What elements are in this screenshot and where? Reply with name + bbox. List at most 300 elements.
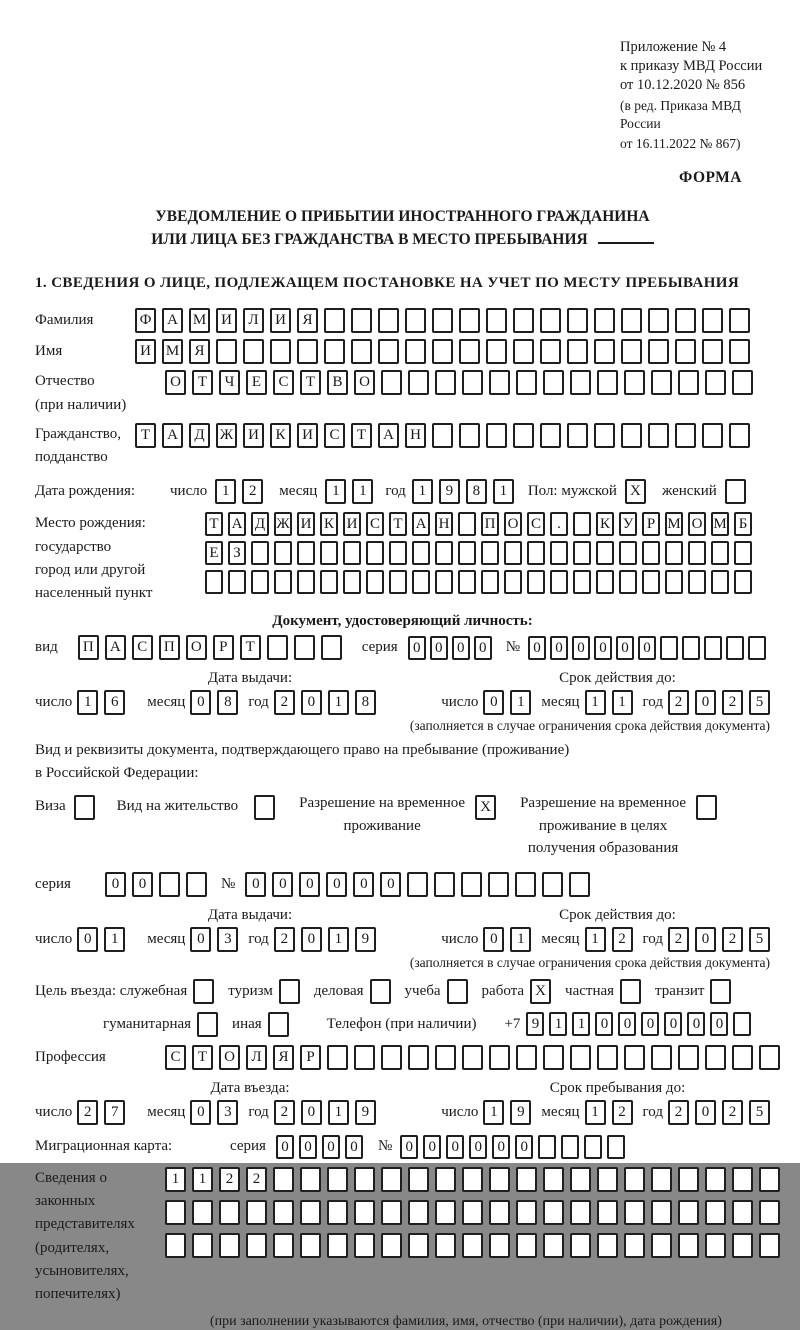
char-cell[interactable] — [624, 370, 645, 395]
char-cell[interactable] — [159, 872, 180, 897]
char-cell[interactable] — [435, 1200, 456, 1225]
char-cell[interactable]: 1 — [510, 927, 531, 952]
char-cell[interactable]: О — [186, 635, 207, 660]
char-cell[interactable]: 0 — [190, 927, 211, 952]
char-cell[interactable]: Т — [300, 370, 321, 395]
char-cell[interactable] — [729, 308, 750, 333]
char-cell[interactable]: 9 — [510, 1100, 531, 1125]
char-cell[interactable]: 1 — [510, 690, 531, 715]
char-cell[interactable] — [711, 570, 729, 594]
char-cell[interactable]: 8 — [355, 690, 376, 715]
char-cell[interactable] — [732, 370, 753, 395]
char-cell[interactable]: 0 — [353, 872, 374, 897]
char-cell[interactable] — [705, 1233, 726, 1258]
char-cell[interactable] — [516, 1045, 537, 1070]
char-cell[interactable] — [228, 570, 246, 594]
char-cell[interactable] — [527, 570, 545, 594]
char-cell[interactable]: 2 — [219, 1167, 240, 1192]
char-cell[interactable] — [459, 308, 480, 333]
char-cell[interactable] — [594, 339, 615, 364]
char-cell[interactable] — [504, 541, 522, 565]
char-cell[interactable] — [624, 1045, 645, 1070]
char-cell[interactable] — [570, 370, 591, 395]
char-cell[interactable] — [434, 872, 455, 897]
char-cell[interactable] — [688, 541, 706, 565]
char-cell[interactable]: 1 — [328, 927, 349, 952]
char-cell[interactable] — [378, 339, 399, 364]
char-cell[interactable] — [408, 1200, 429, 1225]
char-cell[interactable] — [621, 423, 642, 448]
char-cell[interactable] — [320, 541, 338, 565]
char-cell[interactable] — [327, 1233, 348, 1258]
char-cell[interactable]: И — [216, 308, 237, 333]
char-cell[interactable] — [432, 423, 453, 448]
char-cell[interactable] — [458, 541, 476, 565]
char-cell[interactable] — [573, 512, 591, 536]
char-cell[interactable] — [435, 370, 456, 395]
char-cell[interactable] — [702, 339, 723, 364]
char-cell[interactable]: 0 — [400, 1135, 418, 1159]
char-cell[interactable]: П — [159, 635, 180, 660]
char-cell[interactable] — [651, 1233, 672, 1258]
char-cell[interactable] — [596, 570, 614, 594]
char-cell[interactable] — [540, 308, 561, 333]
char-cell[interactable]: И — [270, 308, 291, 333]
char-cell[interactable] — [435, 1045, 456, 1070]
char-cell[interactable]: 0 — [408, 636, 426, 660]
char-cell[interactable] — [642, 541, 660, 565]
char-cell[interactable] — [543, 1045, 564, 1070]
char-cell[interactable]: 0 — [695, 927, 716, 952]
char-cell[interactable]: 1 — [585, 1100, 606, 1125]
char-cell[interactable] — [165, 1233, 186, 1258]
char-cell[interactable] — [688, 570, 706, 594]
char-cell[interactable] — [732, 1167, 753, 1192]
char-cell[interactable] — [678, 1200, 699, 1225]
char-cell[interactable] — [678, 370, 699, 395]
char-cell[interactable]: 0 — [483, 927, 504, 952]
char-cell[interactable] — [459, 423, 480, 448]
char-cell[interactable]: 2 — [274, 690, 295, 715]
char-cell[interactable] — [710, 979, 731, 1004]
char-cell[interactable] — [462, 1045, 483, 1070]
char-cell[interactable]: 0 — [245, 872, 266, 897]
char-cell[interactable] — [300, 1200, 321, 1225]
char-cell[interactable]: 0 — [641, 1012, 659, 1036]
char-cell[interactable]: 0 — [276, 1135, 294, 1159]
char-cell[interactable]: 2 — [722, 1100, 743, 1125]
char-cell[interactable]: 1 — [612, 690, 633, 715]
char-cell[interactable]: М — [711, 512, 729, 536]
char-cell[interactable] — [513, 423, 534, 448]
char-cell[interactable] — [733, 1012, 751, 1036]
char-cell[interactable]: А — [162, 423, 183, 448]
char-cell[interactable]: 0 — [345, 1135, 363, 1159]
char-cell[interactable] — [297, 541, 315, 565]
char-cell[interactable] — [486, 308, 507, 333]
char-cell[interactable] — [570, 1167, 591, 1192]
char-cell[interactable] — [270, 339, 291, 364]
char-cell[interactable]: А — [412, 512, 430, 536]
char-cell[interactable] — [320, 570, 338, 594]
char-cell[interactable] — [435, 1167, 456, 1192]
char-cell[interactable]: Ж — [216, 423, 237, 448]
char-cell[interactable]: 0 — [695, 690, 716, 715]
char-cell[interactable]: А — [105, 635, 126, 660]
char-cell[interactable]: 2 — [274, 1100, 295, 1125]
char-cell[interactable] — [573, 570, 591, 594]
char-cell[interactable] — [192, 1233, 213, 1258]
char-cell[interactable]: 0 — [299, 1135, 317, 1159]
char-cell[interactable] — [675, 308, 696, 333]
char-cell[interactable] — [759, 1200, 780, 1225]
char-cell[interactable] — [607, 1135, 625, 1159]
char-cell[interactable] — [408, 370, 429, 395]
char-cell[interactable] — [651, 1200, 672, 1225]
char-cell[interactable]: 2 — [668, 690, 689, 715]
char-cell[interactable]: И — [297, 512, 315, 536]
char-cell[interactable]: Л — [243, 308, 264, 333]
char-cell[interactable]: 0 — [695, 1100, 716, 1125]
char-cell[interactable]: 1 — [585, 927, 606, 952]
char-cell[interactable] — [405, 339, 426, 364]
char-cell[interactable] — [408, 1167, 429, 1192]
char-cell[interactable]: 1 — [585, 690, 606, 715]
char-cell[interactable] — [381, 1045, 402, 1070]
char-cell[interactable]: 0 — [550, 636, 568, 660]
char-cell[interactable] — [481, 541, 499, 565]
char-cell[interactable] — [432, 308, 453, 333]
char-cell[interactable]: К — [596, 512, 614, 536]
char-cell[interactable] — [192, 1200, 213, 1225]
char-cell[interactable]: Я — [297, 308, 318, 333]
char-cell[interactable] — [273, 1233, 294, 1258]
char-cell[interactable]: 0 — [301, 927, 322, 952]
char-cell[interactable]: 2 — [612, 927, 633, 952]
char-cell[interactable]: Т — [351, 423, 372, 448]
char-cell[interactable]: С — [273, 370, 294, 395]
char-cell[interactable]: С — [132, 635, 153, 660]
char-cell[interactable]: 0 — [190, 690, 211, 715]
char-cell[interactable] — [678, 1045, 699, 1070]
char-cell[interactable] — [435, 1233, 456, 1258]
char-cell[interactable]: 3 — [217, 1100, 238, 1125]
char-cell[interactable] — [542, 872, 563, 897]
char-cell[interactable]: Д — [189, 423, 210, 448]
char-cell[interactable] — [165, 1200, 186, 1225]
char-cell[interactable] — [597, 1200, 618, 1225]
char-cell[interactable]: 0 — [430, 636, 448, 660]
char-cell[interactable] — [488, 872, 509, 897]
char-cell[interactable] — [74, 795, 95, 820]
char-cell[interactable] — [324, 308, 345, 333]
char-cell[interactable]: 1 — [192, 1167, 213, 1192]
char-cell[interactable] — [489, 1200, 510, 1225]
char-cell[interactable] — [447, 979, 468, 1004]
char-cell[interactable] — [570, 1045, 591, 1070]
char-cell[interactable]: 1 — [165, 1167, 186, 1192]
char-cell[interactable]: 1 — [493, 479, 514, 504]
char-cell[interactable]: Я — [273, 1045, 294, 1070]
char-cell[interactable]: 0 — [322, 1135, 340, 1159]
char-cell[interactable] — [540, 423, 561, 448]
char-cell[interactable] — [725, 479, 746, 504]
char-cell[interactable] — [243, 339, 264, 364]
char-cell[interactable]: 1 — [325, 479, 346, 504]
char-cell[interactable] — [273, 1200, 294, 1225]
char-cell[interactable] — [543, 1233, 564, 1258]
char-cell[interactable] — [651, 1167, 672, 1192]
char-cell[interactable] — [462, 1167, 483, 1192]
char-cell[interactable] — [642, 570, 660, 594]
char-cell[interactable]: М — [189, 308, 210, 333]
char-cell[interactable] — [462, 1200, 483, 1225]
char-cell[interactable] — [246, 1233, 267, 1258]
char-cell[interactable]: 0 — [446, 1135, 464, 1159]
char-cell[interactable] — [389, 570, 407, 594]
char-cell[interactable]: 0 — [469, 1135, 487, 1159]
char-cell[interactable]: 9 — [526, 1012, 544, 1036]
char-cell[interactable]: X — [530, 979, 551, 1004]
char-cell[interactable] — [268, 1012, 289, 1037]
char-cell[interactable] — [354, 1200, 375, 1225]
char-cell[interactable]: Ж — [274, 512, 292, 536]
char-cell[interactable] — [759, 1233, 780, 1258]
char-cell[interactable]: П — [78, 635, 99, 660]
char-cell[interactable] — [412, 541, 430, 565]
char-cell[interactable]: 1 — [104, 927, 125, 952]
char-cell[interactable] — [543, 370, 564, 395]
char-cell[interactable] — [567, 308, 588, 333]
char-cell[interactable] — [219, 1200, 240, 1225]
char-cell[interactable] — [567, 423, 588, 448]
char-cell[interactable] — [620, 979, 641, 1004]
char-cell[interactable]: Т — [240, 635, 261, 660]
char-cell[interactable] — [726, 636, 744, 660]
char-cell[interactable] — [732, 1200, 753, 1225]
char-cell[interactable] — [540, 339, 561, 364]
char-cell[interactable] — [702, 308, 723, 333]
char-cell[interactable]: 6 — [104, 690, 125, 715]
char-cell[interactable] — [486, 423, 507, 448]
char-cell[interactable]: И — [135, 339, 156, 364]
char-cell[interactable] — [705, 1045, 726, 1070]
char-cell[interactable]: 1 — [215, 479, 236, 504]
char-cell[interactable]: Т — [205, 512, 223, 536]
char-cell[interactable]: 0 — [301, 690, 322, 715]
char-cell[interactable] — [489, 1233, 510, 1258]
char-cell[interactable]: 0 — [638, 636, 656, 660]
char-cell[interactable]: 9 — [439, 479, 460, 504]
char-cell[interactable] — [186, 872, 207, 897]
char-cell[interactable] — [516, 1233, 537, 1258]
char-cell[interactable] — [381, 1233, 402, 1258]
char-cell[interactable]: 5 — [749, 927, 770, 952]
char-cell[interactable]: Р — [300, 1045, 321, 1070]
char-cell[interactable]: 0 — [452, 636, 470, 660]
char-cell[interactable]: 3 — [217, 927, 238, 952]
char-cell[interactable] — [274, 570, 292, 594]
char-cell[interactable] — [705, 370, 726, 395]
char-cell[interactable] — [621, 308, 642, 333]
char-cell[interactable]: А — [378, 423, 399, 448]
char-cell[interactable]: К — [320, 512, 338, 536]
char-cell[interactable]: Б — [734, 512, 752, 536]
char-cell[interactable]: 5 — [749, 690, 770, 715]
char-cell[interactable] — [570, 1233, 591, 1258]
char-cell[interactable]: 8 — [217, 690, 238, 715]
char-cell[interactable]: Я — [189, 339, 210, 364]
char-cell[interactable]: X — [475, 795, 496, 820]
char-cell[interactable]: 0 — [423, 1135, 441, 1159]
char-cell[interactable] — [412, 570, 430, 594]
char-cell[interactable] — [219, 1233, 240, 1258]
char-cell[interactable]: Е — [246, 370, 267, 395]
char-cell[interactable] — [197, 1012, 218, 1037]
char-cell[interactable]: Л — [246, 1045, 267, 1070]
char-cell[interactable]: 2 — [77, 1100, 98, 1125]
char-cell[interactable]: С — [527, 512, 545, 536]
char-cell[interactable] — [354, 1167, 375, 1192]
char-cell[interactable] — [343, 570, 361, 594]
char-cell[interactable] — [729, 339, 750, 364]
char-cell[interactable]: 0 — [594, 636, 612, 660]
char-cell[interactable] — [665, 541, 683, 565]
char-cell[interactable]: 1 — [328, 690, 349, 715]
char-cell[interactable]: X — [625, 479, 646, 504]
char-cell[interactable] — [678, 1233, 699, 1258]
char-cell[interactable] — [660, 636, 678, 660]
char-cell[interactable]: 1 — [77, 690, 98, 715]
char-cell[interactable] — [351, 339, 372, 364]
char-cell[interactable]: 0 — [132, 872, 153, 897]
char-cell[interactable]: 7 — [104, 1100, 125, 1125]
char-cell[interactable] — [389, 541, 407, 565]
char-cell[interactable] — [543, 1167, 564, 1192]
char-cell[interactable] — [327, 1045, 348, 1070]
char-cell[interactable] — [458, 512, 476, 536]
char-cell[interactable] — [729, 423, 750, 448]
char-cell[interactable]: 9 — [355, 1100, 376, 1125]
char-cell[interactable]: Т — [135, 423, 156, 448]
char-cell[interactable] — [267, 635, 288, 660]
char-cell[interactable]: С — [324, 423, 345, 448]
char-cell[interactable]: О — [504, 512, 522, 536]
char-cell[interactable]: 1 — [352, 479, 373, 504]
char-cell[interactable]: А — [162, 308, 183, 333]
char-cell[interactable]: С — [366, 512, 384, 536]
char-cell[interactable]: Т — [192, 370, 213, 395]
char-cell[interactable]: 0 — [528, 636, 546, 660]
char-cell[interactable]: Ф — [135, 308, 156, 333]
char-cell[interactable]: О — [688, 512, 706, 536]
char-cell[interactable] — [648, 308, 669, 333]
char-cell[interactable] — [193, 979, 214, 1004]
char-cell[interactable]: Р — [213, 635, 234, 660]
char-cell[interactable] — [435, 541, 453, 565]
char-cell[interactable] — [515, 872, 536, 897]
char-cell[interactable]: Ч — [219, 370, 240, 395]
char-cell[interactable] — [624, 1167, 645, 1192]
char-cell[interactable]: Н — [405, 423, 426, 448]
char-cell[interactable]: 0 — [483, 690, 504, 715]
char-cell[interactable]: 0 — [380, 872, 401, 897]
char-cell[interactable]: 5 — [749, 1100, 770, 1125]
char-cell[interactable] — [594, 423, 615, 448]
char-cell[interactable]: У — [619, 512, 637, 536]
char-cell[interactable] — [273, 1167, 294, 1192]
char-cell[interactable]: О — [165, 370, 186, 395]
char-cell[interactable]: С — [165, 1045, 186, 1070]
char-cell[interactable] — [297, 570, 315, 594]
char-cell[interactable] — [458, 570, 476, 594]
char-cell[interactable]: И — [343, 512, 361, 536]
char-cell[interactable] — [732, 1045, 753, 1070]
char-cell[interactable] — [570, 1200, 591, 1225]
char-cell[interactable] — [216, 339, 237, 364]
char-cell[interactable] — [651, 370, 672, 395]
char-cell[interactable] — [205, 570, 223, 594]
char-cell[interactable] — [704, 636, 722, 660]
char-cell[interactable]: 0 — [77, 927, 98, 952]
char-cell[interactable] — [300, 1233, 321, 1258]
char-cell[interactable] — [624, 1233, 645, 1258]
char-cell[interactable] — [759, 1045, 780, 1070]
char-cell[interactable]: 1 — [412, 479, 433, 504]
char-cell[interactable]: 0 — [595, 1012, 613, 1036]
char-cell[interactable]: И — [297, 423, 318, 448]
char-cell[interactable]: 0 — [326, 872, 347, 897]
char-cell[interactable]: 2 — [242, 479, 263, 504]
char-cell[interactable]: 1 — [328, 1100, 349, 1125]
char-cell[interactable] — [561, 1135, 579, 1159]
char-cell[interactable] — [274, 541, 292, 565]
char-cell[interactable] — [354, 1233, 375, 1258]
char-cell[interactable] — [327, 1167, 348, 1192]
char-cell[interactable] — [408, 1233, 429, 1258]
char-cell[interactable]: 0 — [492, 1135, 510, 1159]
char-cell[interactable] — [596, 541, 614, 565]
char-cell[interactable] — [732, 1233, 753, 1258]
char-cell[interactable] — [538, 1135, 556, 1159]
char-cell[interactable]: 2 — [668, 927, 689, 952]
char-cell[interactable] — [543, 1200, 564, 1225]
char-cell[interactable]: 1 — [572, 1012, 590, 1036]
char-cell[interactable] — [550, 570, 568, 594]
char-cell[interactable] — [432, 339, 453, 364]
char-cell[interactable] — [711, 541, 729, 565]
char-cell[interactable] — [665, 570, 683, 594]
char-cell[interactable] — [300, 1167, 321, 1192]
char-cell[interactable] — [734, 570, 752, 594]
char-cell[interactable]: 2 — [246, 1167, 267, 1192]
char-cell[interactable] — [324, 339, 345, 364]
char-cell[interactable]: Е — [205, 541, 223, 565]
char-cell[interactable]: 0 — [190, 1100, 211, 1125]
char-cell[interactable] — [461, 872, 482, 897]
char-cell[interactable]: 9 — [355, 927, 376, 952]
char-cell[interactable] — [279, 979, 300, 1004]
char-cell[interactable] — [597, 1167, 618, 1192]
char-cell[interactable] — [405, 308, 426, 333]
char-cell[interactable] — [366, 541, 384, 565]
char-cell[interactable] — [748, 636, 766, 660]
char-cell[interactable] — [516, 1200, 537, 1225]
char-cell[interactable] — [513, 308, 534, 333]
char-cell[interactable] — [481, 570, 499, 594]
char-cell[interactable] — [251, 570, 269, 594]
char-cell[interactable] — [624, 1200, 645, 1225]
